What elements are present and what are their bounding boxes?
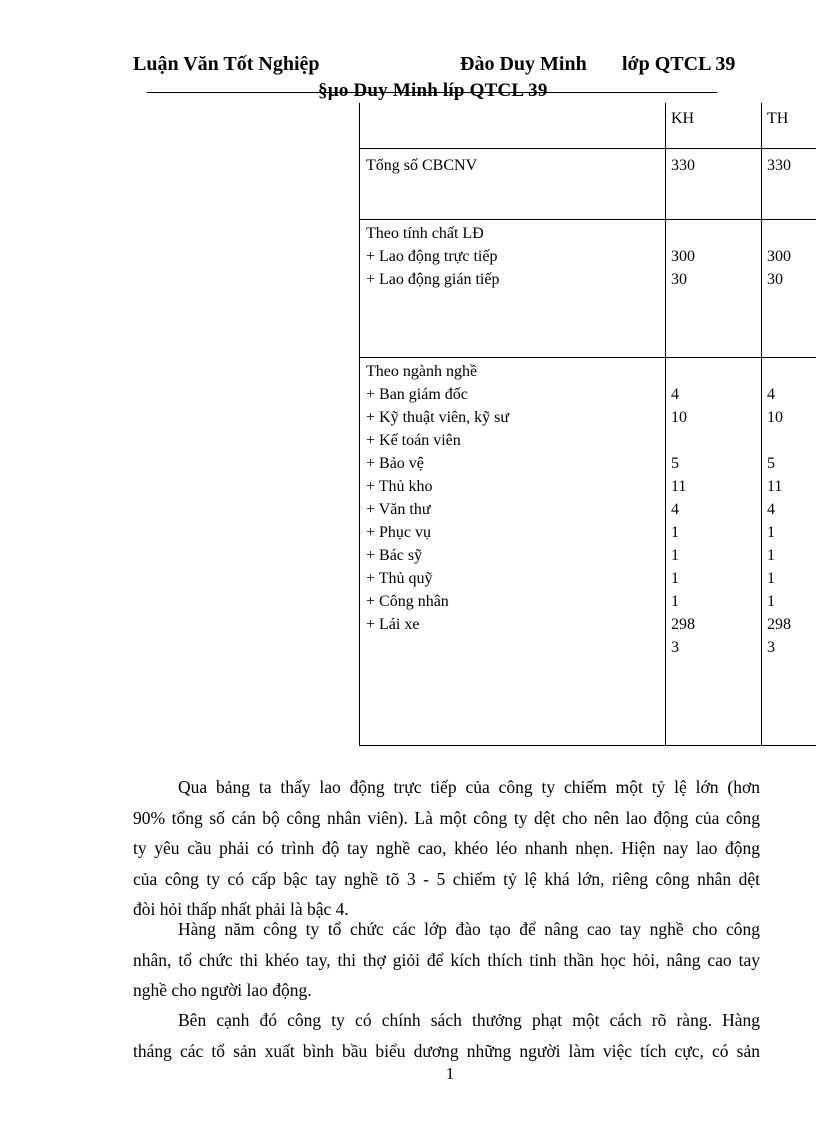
header-author: Đào Duy Minh: [460, 53, 587, 75]
page-number: 1: [445, 1064, 455, 1083]
header-class: lớp QTCL 39: [622, 53, 736, 75]
body-paragraph: Bên cạnh đó công ty có chính sách thưởng phạt một cách rõ ràng. Hàng tháng các tổ sản xuất bình bầu biểu dương những người làm việc tích cực, có sản: [133, 1010, 760, 1061]
header-overlap-text: §µo Duy Minh líp QTCL 39: [318, 80, 548, 101]
table-row-th: 330: [767, 157, 791, 174]
table-row-kh: 330: [671, 157, 695, 174]
table-row-divider: [359, 357, 816, 358]
table-col-divider: [665, 103, 666, 746]
table-row-th: 300 30: [767, 248, 791, 288]
table-row-divider: [359, 148, 816, 149]
table-row-label: Theo tính chất LĐ + Lao động trực tiếp + Lao động gián tiếp: [366, 225, 500, 288]
table-row-label: Theo ngành nghề + Ban giám đốc + Kỹ thuật viên, kỹ sư + Kế toán viên + Bảo vệ + Thủ kho + Văn thư + Phục vụ + Bác sỹ + Thủ quỹ + Công nhân + Lái xe: [366, 363, 510, 633]
body-paragraph: Qua bảng ta thấy lao động trực tiếp của công ty chiếm một tỷ lệ lớn (hơn 90% tổng số cán bộ công nhân viên). Là một công ty dệt cho nên lao động của công ty yêu cầu phải có trình độ tay nghề cao, khéo léo nhanh nhẹn. Hiện nay lao động của công ty có cấp bậc tay nghề tõ 3 - 5 chiếm tỷ lệ khá lớn, riêng công nhân dệt đòi hỏi thấp nhất phải là bậc 4.: [133, 777, 760, 919]
table-row-label: Tổng số CBCNV: [366, 157, 478, 174]
table-bottom-border: [359, 745, 816, 746]
body-paragraph: Hàng năm công ty tổ chức các lớp đào tạo để nâng cao tay nghề cho công nhân, tổ chức thi khéo tay, thi thợ giỏi để kích thích tinh thần học hỏi, nâng cao tay nghề cho người lao động.: [133, 919, 760, 1000]
col-header-kh: KH: [671, 110, 695, 127]
table-col-divider: [761, 103, 762, 746]
header-title: Luận Văn Tốt Nghiệp: [133, 53, 320, 75]
page-header: [133, 53, 753, 81]
staff-table: [359, 103, 816, 746]
col-header-th: TH: [767, 110, 789, 127]
table-row-kh: 300 30: [671, 248, 695, 288]
table-row-th: 4 10 5 11 4 1 1 1 1 298 3: [767, 386, 791, 656]
table-border-left: [359, 103, 360, 746]
table-row-divider: [359, 219, 816, 220]
table-row-kh: 4 10 5 11 4 1 1 1 1 298 3: [671, 386, 695, 656]
